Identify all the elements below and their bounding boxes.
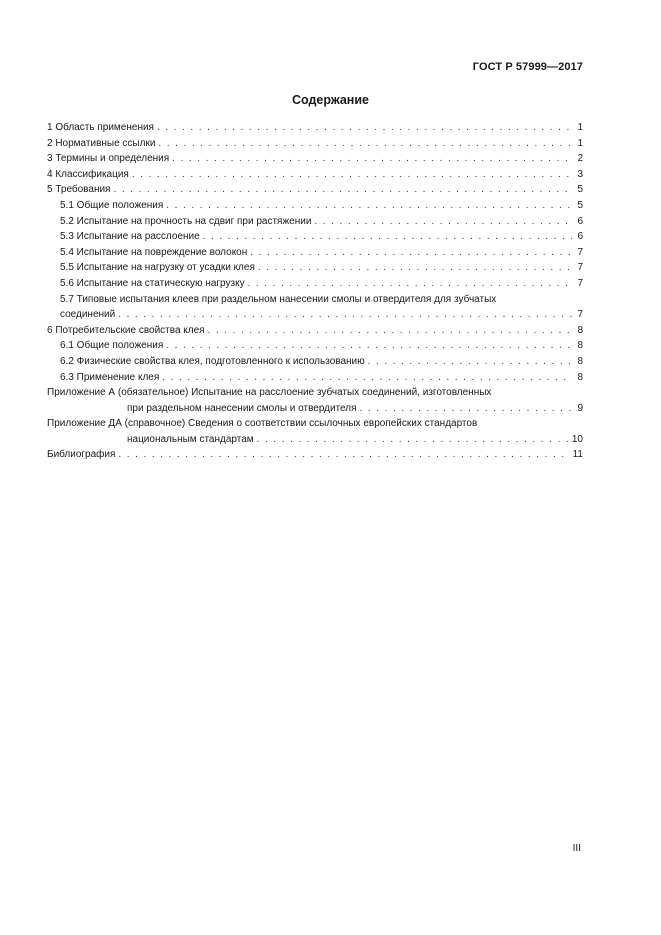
toc-entry-5-7[interactable] — [47, 292, 583, 323]
toc-entry-label-line2: национальным стандартам — [127, 433, 254, 445]
toc-page-number: 8 — [577, 324, 583, 336]
dot-leader — [248, 276, 572, 292]
toc-entry-appendix-da[interactable] — [47, 416, 583, 447]
dot-leader — [113, 182, 572, 198]
toc-entry-label: 5 Требования — [47, 184, 111, 196]
page-number: III — [572, 843, 581, 854]
toc-entry-label: 5.5 Испытание на нагрузку от усадки клея — [60, 262, 255, 274]
toc-entry-label-line1: 5.7 Типовые испытания клеев при раздельном нанесении смолы и отвердителя для зубчатых — [60, 293, 497, 305]
toc-entry-label: 5.3 Испытание на расслоение — [60, 231, 200, 243]
toc-page-number: 8 — [577, 340, 583, 352]
toc-page-number: 9 — [577, 402, 583, 414]
toc-entry-6-3[interactable] — [47, 370, 583, 386]
dot-leader — [118, 307, 572, 323]
toc-entry-label: Библиография — [47, 449, 116, 461]
dot-leader — [118, 447, 569, 463]
toc-entry-4[interactable] — [47, 167, 583, 183]
document-code: ГОСТ Р 57999—2017 — [472, 61, 583, 73]
toc-entry-label: 6 Потребительские свойства клея — [47, 324, 205, 336]
toc-page-number: 8 — [577, 355, 583, 367]
toc-page-number: 7 — [577, 277, 583, 289]
dot-leader — [132, 167, 572, 183]
dot-leader — [172, 151, 572, 167]
toc-entry-label: 5.4 Испытание на повреждение волокон — [60, 246, 248, 258]
dot-leader — [158, 136, 572, 152]
toc-page-number: 5 — [577, 199, 583, 211]
toc-entry-label: 3 Термины и определения — [47, 153, 170, 165]
toc-page-number: 8 — [577, 371, 583, 383]
toc-entry-appendix-a[interactable] — [47, 385, 583, 416]
toc-page-number: 6 — [577, 215, 583, 227]
toc-page-number: 7 — [577, 309, 583, 321]
toc-entry-5-5[interactable] — [47, 260, 583, 276]
toc-entry-6[interactable] — [47, 323, 583, 339]
toc-page-number: 2 — [577, 153, 583, 165]
toc-entry-label: 5.1 Общие положения — [60, 199, 164, 211]
toc-entry-5-4[interactable] — [47, 245, 583, 261]
dot-leader — [360, 401, 572, 417]
dot-leader — [314, 214, 572, 230]
toc-entry-label-line1: Приложение ДА (справочное) Сведения о соответствии ссылочных европейских стандартов — [47, 418, 478, 430]
toc-page-number: 7 — [577, 246, 583, 258]
toc-page-number: 3 — [577, 168, 583, 180]
toc-entry-2[interactable] — [47, 136, 583, 152]
dot-leader — [157, 120, 572, 136]
dot-leader — [162, 370, 572, 386]
toc-entry-label-line1: Приложение А (обязательное) Испытание на расслоение зубчатых соединений, изготовленных — [47, 387, 492, 399]
dot-leader — [250, 245, 572, 261]
dot-leader — [208, 323, 572, 339]
toc-page-number: 1 — [577, 137, 583, 149]
dot-leader — [203, 229, 572, 245]
toc-page-number: 5 — [577, 184, 583, 196]
table-of-contents — [47, 120, 583, 463]
toc-entry-label-line2: соединений — [60, 309, 116, 321]
toc-entry-1[interactable] — [47, 120, 583, 136]
toc-page-number: 11 — [572, 449, 583, 461]
dot-leader — [368, 354, 572, 370]
toc-entry-5[interactable] — [47, 182, 583, 198]
toc-entry-label: 5.6 Испытание на статическую нагрузку — [60, 277, 245, 289]
toc-entry-5-3[interactable] — [47, 229, 583, 245]
toc-entry-label: 2 Нормативные ссылки — [47, 137, 156, 149]
dot-leader — [166, 338, 572, 354]
toc-entry-6-1[interactable] — [47, 338, 583, 354]
toc-entry-bibliography[interactable] — [47, 447, 583, 463]
toc-entry-label-line2: при раздельном нанесении смолы и отвердителя — [127, 402, 357, 414]
toc-entry-label: 1 Область применения — [47, 122, 154, 133]
toc-entry-6-2[interactable] — [47, 354, 583, 370]
toc-page-number: 1 — [577, 122, 583, 133]
toc-entry-label: 6.1 Общие положения — [60, 340, 164, 352]
toc-entry-3[interactable] — [47, 151, 583, 167]
dot-leader — [166, 198, 572, 214]
toc-entry-5-2[interactable] — [47, 214, 583, 230]
toc-entry-5-6[interactable] — [47, 276, 583, 292]
toc-entry-label: 4 Классификация — [47, 168, 129, 180]
toc-entry-label: 6.3 Применение клея — [60, 371, 160, 383]
toc-page-number: 10 — [571, 433, 583, 445]
toc-entry-label: 5.2 Испытание на прочность на сдвиг при растяжении — [60, 215, 312, 227]
toc-page-number: 6 — [577, 231, 583, 243]
toc-entry-5-1[interactable] — [47, 198, 583, 214]
dot-leader — [258, 260, 572, 276]
toc-entry-label: 6.2 Физические свойства клея, подготовленного к использованию — [60, 355, 365, 367]
toc-title: Содержание — [291, 93, 369, 107]
toc-page-number: 7 — [577, 262, 583, 274]
dot-leader — [257, 432, 569, 448]
